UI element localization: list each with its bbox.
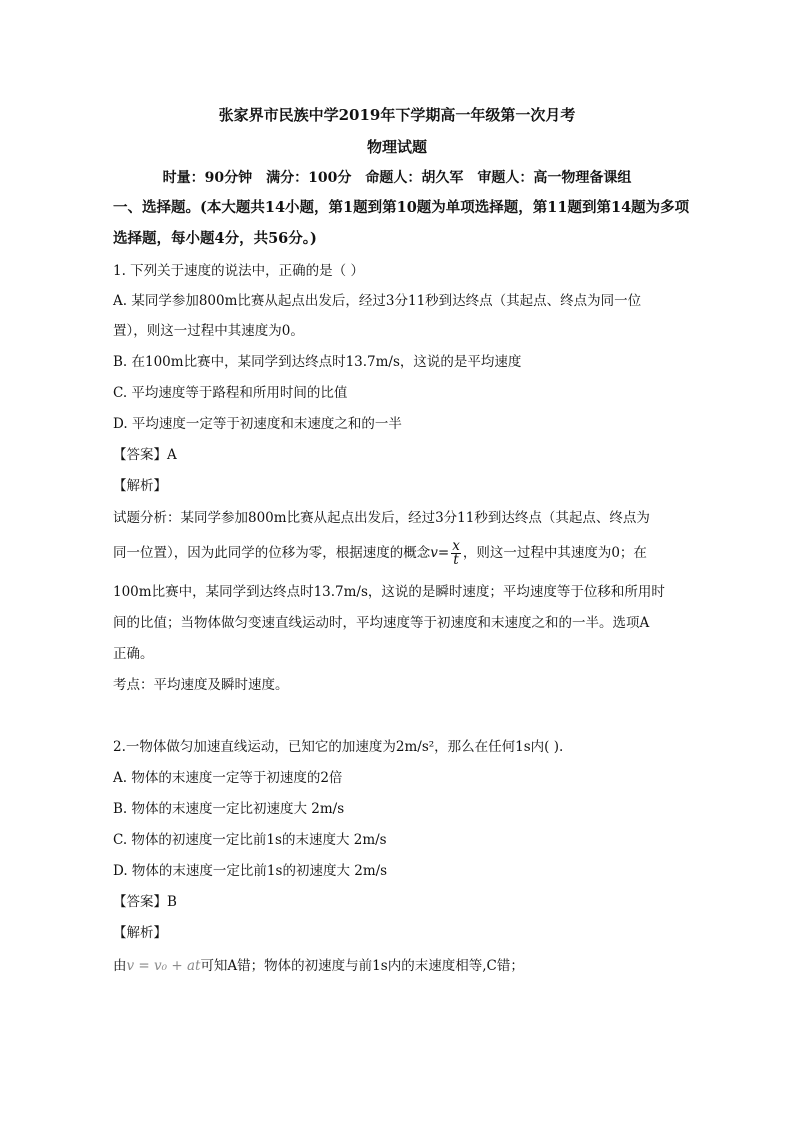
q1-explanation-line5: 正确。 [113, 646, 154, 662]
exam-subject: 物理试题 [366, 138, 427, 156]
q1-analysis-label: 【解析】 [113, 478, 167, 494]
q2-option-a: A. 物体的末速度一定等于初速度的2倍 [113, 770, 343, 786]
q1-option-b: B. 在100m比赛中，某同学到达终点时13.7m/s，这说的是平均速度 [113, 354, 522, 370]
q1-knowledge-point: 考点：平均速度及瞬时速度。 [113, 677, 289, 693]
q1-explanation-line4: 间的比值；当物体做匀变速直线运动时，平均速度等于初速度和末速度之和的一半。选项A [113, 615, 650, 631]
velocity-fraction [451, 540, 461, 567]
q1-explanation-line3: 100m比赛中，某同学到达终点时13.7m/s，这说的是瞬时速度；平均速度等于位移和所用时 [113, 584, 665, 600]
q2-explanation-prefix: 由 [113, 958, 127, 974]
q1-explanation-line2-text-b: ，则这一过程中其速度为0；在 [462, 545, 647, 561]
exam-meta: 时量：90分钟 满分：100分 命题人：胡久军 审题人：高一物理备课组 [162, 170, 632, 186]
q2-stem: 2.一物体做匀加速直线运动，已知它的加速度为2m/s²，那么在任何1s内( ). [113, 739, 564, 755]
section-heading-line2: 选择题，每小题4分，共56分。) [113, 230, 317, 247]
exam-title: 张家界市民族中学2019年下学期高一年级第一次月考 [218, 106, 576, 124]
q2-option-d: D. 物体的末速度一定比前1s的初速度大 2m/s [113, 863, 388, 879]
velocity-symbol: v [430, 545, 438, 561]
q1-option-a-line1: A. 某同学参加800m比赛从起点出发后，经过3分11秒到达终点（其起点、终点为同一位 [113, 293, 642, 309]
q1-explanation-line2-text-a: 同一位置），因为此同学的位移为零，根据速度的概念 [113, 545, 431, 561]
q2-answer: 【答案】B [113, 894, 177, 910]
q1-explanation-line1: 试题分析：某同学参加800m比赛从起点出发后，经过3分11秒到达终点（其起点、终点为 [113, 510, 650, 526]
q2-explanation-suffix: 可知A错；物体的初速度与前1s内的末速度相等,C错； [200, 958, 524, 974]
q2-option-c: C. 物体的初速度一定比前1s的末速度大 2m/s [113, 832, 387, 848]
q1-option-d: D. 平均速度一定等于初速度和末速度之和的一半 [113, 416, 402, 432]
fraction-numerator: x [452, 538, 460, 554]
q1-option-a-line2: 置），则这一过程中其速度为0。 [113, 323, 304, 339]
q2-explanation-line1 [113, 957, 688, 975]
kinematics-formula: v = v₀ + at [126, 958, 201, 974]
q1-explanation-line2 [113, 540, 688, 567]
q1-option-c: C. 平均速度等于路程和所用时间的比值 [113, 385, 348, 401]
q1-answer: 【答案】A [113, 447, 177, 463]
section-heading-line1: 一、选择题。(本大题共14小题，第1题到第10题为单项选择题，第11题到第14题为多项 [113, 199, 690, 216]
q2-option-b: B. 物体的末速度一定比初速度大 2m/s [113, 801, 345, 817]
fraction-denominator: t [453, 552, 459, 568]
q2-analysis-label: 【解析】 [113, 925, 167, 941]
q1-stem: 1. 下列关于速度的说法中，正确的是（ ） [113, 263, 364, 279]
equals-symbol: = [437, 545, 450, 561]
